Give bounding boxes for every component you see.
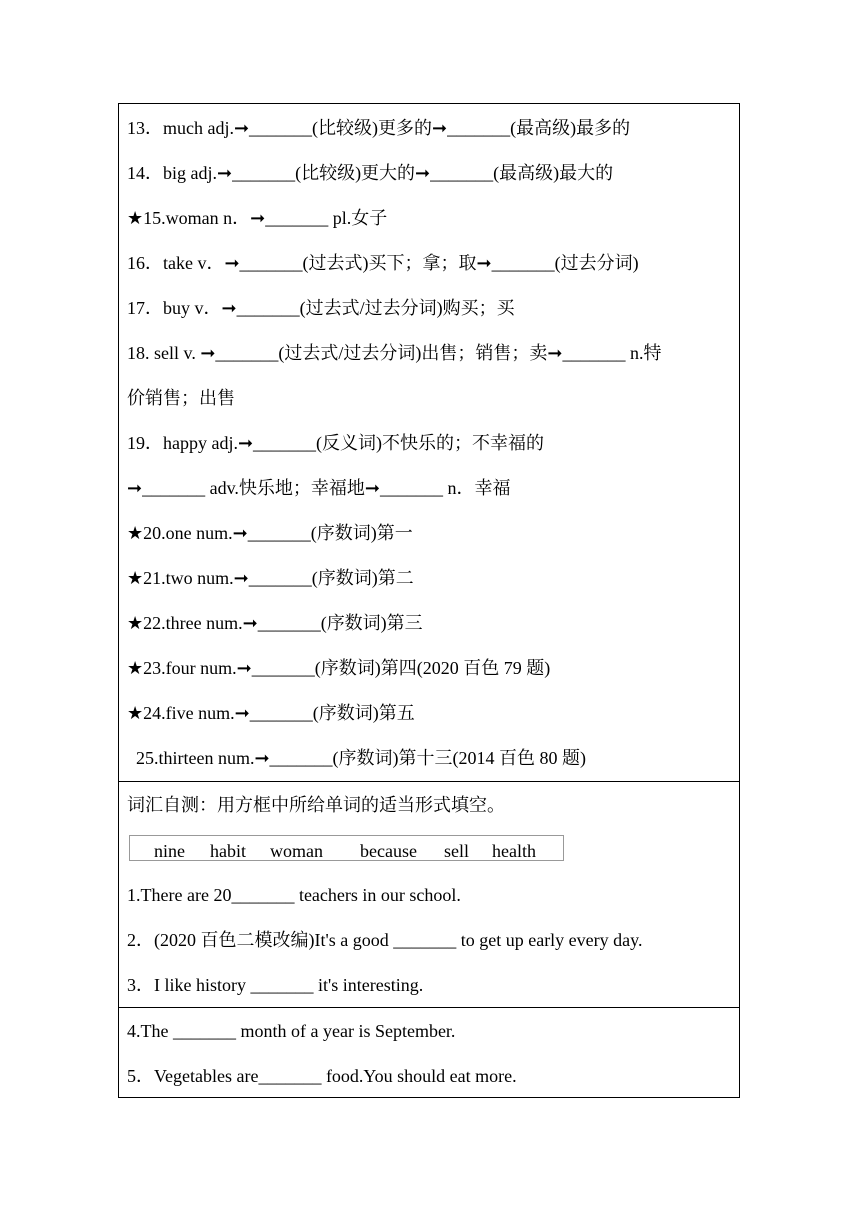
word-bank-item: sell	[444, 841, 469, 861]
vocab-item-15: ★15.woman n．➞_______ pl.女子	[127, 208, 388, 228]
vocab-item-19-continued: ➞_______ adv.快乐地；幸福地➞_______ n．幸福	[127, 478, 511, 498]
vocab-item-14: 14．big adj.➞_______(比较级)更大的➞_______(最高级)最大的	[127, 163, 614, 183]
vocab-item-16: 16．take v．➞_______(过去式)买下；拿；取➞_______(过去分词)	[127, 253, 639, 273]
vocab-item-18-continued: 价销售；出售	[127, 388, 235, 408]
vocab-item-17: 17．buy v．➞_______(过去式/过去分词)购买；买	[127, 298, 515, 318]
vocab-item-20: ★20.one num.➞_______(序数词)第一	[127, 523, 413, 543]
word-bank-item: health	[492, 841, 536, 861]
section-divider	[119, 781, 739, 782]
quiz-question-3: 3．I like history _______ it's interesting.	[127, 975, 424, 995]
quiz-question-5: 5．Vegetables are_______ food.You should eat more.	[127, 1066, 517, 1086]
word-bank-box	[129, 835, 564, 861]
vocab-item-23: ★23.four num.➞_______(序数词)第四(2020 百色 79 题)	[127, 658, 551, 678]
vocab-item-21: ★21.two num.➞_______(序数词)第二	[127, 568, 414, 588]
word-bank-item: because	[360, 841, 417, 861]
vocab-item-22: ★22.three num.➞_______(序数词)第三	[127, 613, 423, 633]
quiz-question-4: 4.The _______ month of a year is September.	[127, 1021, 456, 1041]
quiz-question-1: 1.There are 20_______ teachers in our school.	[127, 885, 461, 905]
exercise-table	[118, 103, 740, 1098]
word-bank-item: woman	[270, 841, 323, 861]
word-bank-item: nine	[154, 841, 185, 861]
vocab-item-13: 13．much adj.➞_______(比较级)更多的➞_______(最高级)最多的	[127, 118, 631, 138]
quiz-instruction: 词汇自测：用方框中所给单词的适当形式填空。	[127, 795, 505, 815]
vocab-item-19: 19．happy adj.➞_______(反义词)不快乐的；不幸福的	[127, 433, 545, 453]
section-divider	[119, 1007, 739, 1008]
quiz-question-2: 2．(2020 百色二模改编)It's a good _______ to get up early every day.	[127, 930, 643, 950]
vocab-item-18: 18. sell v. ➞_______(过去式/过去分词)出售；销售；卖➞_______ n.特	[127, 343, 662, 363]
vocab-item-25: 25.thirteen num.➞_______(序数词)第十三(2014 百色 80 题)	[127, 748, 587, 768]
vocab-item-24: ★24.five num.➞_______(序数词)第五	[127, 703, 415, 723]
word-bank-item: habit	[210, 841, 246, 861]
